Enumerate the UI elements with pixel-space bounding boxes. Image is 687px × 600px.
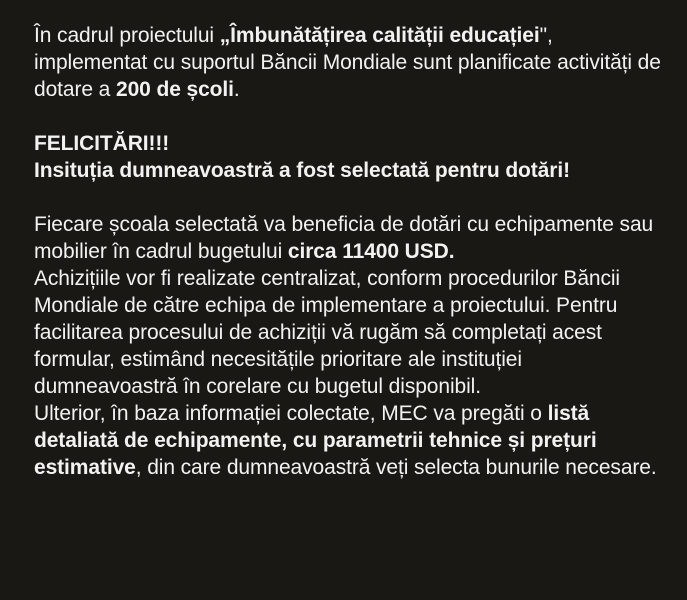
procurement-paragraph: Achizițiile vor fi realizate centralizat, conform procedurilor Băncii Mondiale de către echipa de implementare a proiectului. Pentru facilitarea procesului de achiziții vă rugăm să completați acest formular, estimând necesitățile prioritare ale instituției dumneavoastră în corelare cu bugetul disponibil. (34, 267, 621, 398)
intro-text-3: . (233, 78, 240, 101)
congrats-subline: Insituția dumneavoastră a fost selectată pentru dotări! (34, 159, 570, 182)
equipment-list-desc: listă detaliată de echipamente, cu parametrii tehnice și prețuri estimative (34, 402, 597, 479)
budget-amount: circa 11400 USD. (287, 240, 455, 263)
congrats-headline: FELICITĂRI!!! (34, 132, 170, 155)
benefit-paragraph (34, 211, 667, 265)
intro-text-1: În cadrul proiectului (34, 24, 220, 47)
followup-text-2: , din care dumneavoastră veți selecta bunurile necesare. (135, 456, 657, 479)
intro-text-2: ", implementat cu suportul Băncii Mondiale sunt planificate activități de dotare a (34, 24, 661, 101)
followup-text-1: Ulterior, în baza informației colectate, MEC va pregăti o (34, 402, 548, 425)
intro-paragraph (34, 22, 667, 103)
congrats-block (34, 130, 667, 184)
followup-paragraph (34, 400, 667, 481)
spacer (34, 184, 667, 211)
project-name: „Îmbunătățirea calității educației (219, 24, 540, 47)
spacer (34, 103, 667, 130)
benefit-text: Fiecare școala selectată va beneficia de dotări cu echipamente sau mobilier în cadrul bugetului (34, 213, 654, 263)
schools-count: 200 de școli (116, 78, 234, 101)
